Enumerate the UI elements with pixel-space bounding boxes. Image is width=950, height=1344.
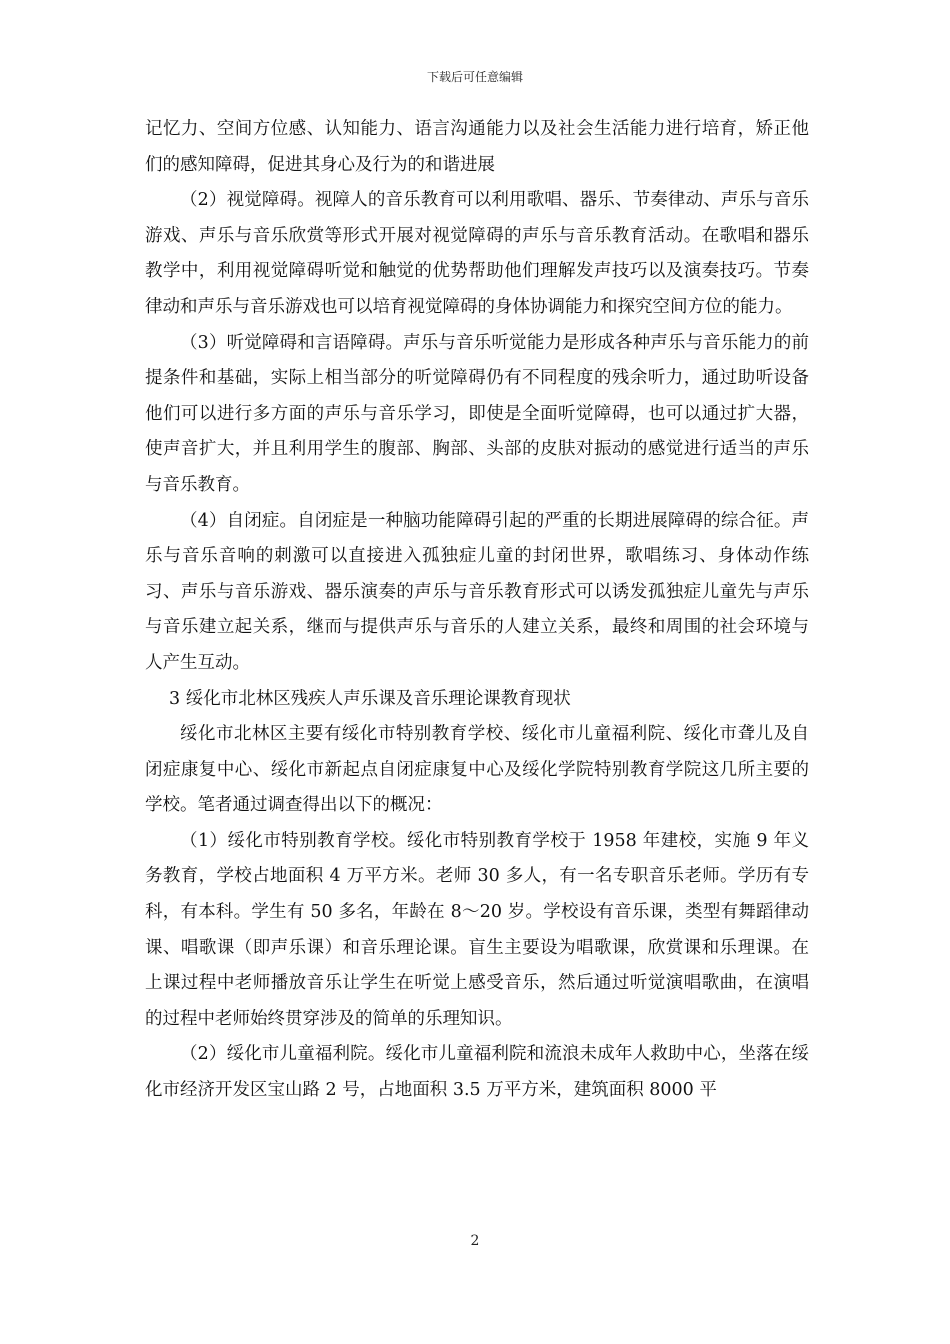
page-header: 下载后可任意编辑 [426, 70, 523, 84]
section-heading: 3 绥化市北林区残疾人声乐课及音乐理论课教育现状 [169, 688, 571, 709]
paragraph-childrens-welfare: （2）绥化市儿童福利院。绥化市儿童福利院和流浪未成年人救助中心，坐落在绥化市经济开发区宝山路 2 号，占地面积 3.5 万平方米，建筑面积 8000 平 [145, 1044, 809, 1101]
page-number: 2 [470, 1233, 480, 1249]
paragraph-schools-overview: 绥化市北林区主要有绥化市特别教育学校、绥化市儿童福利院、绥化市聋儿及自闭症康复中心、绥化市新起点自闭症康复中心及绥化学院特别教育学院这几所主要的学校。笔者通过调查得出以下的概况： [145, 724, 809, 816]
paragraph-continuation: 记忆力、空间方位感、认知能力、语言沟通能力以及社会生活能力进行培育，矫正他们的感知障碍，促进其身心及行为的和谐进展 [145, 119, 809, 175]
paragraph-autism: （4）自闭症。自闭症是一种脑功能障碍引起的严重的长期进展障碍的综合征。声乐与音乐音响的刺激可以直接进入孤独症儿童的封闭世界，歌唱练习、身体动作练习、声乐与音乐游戏、器乐演奏的声乐与音乐教育形式可以诱发孤独症儿童先与声乐与音乐建立起关系，继而与提供声乐与音乐的人建立关系，最终和周围的社会环境与人产生互动。 [145, 510, 809, 673]
paragraph-hearing-impairment: （3）听觉障碍和言语障碍。声乐与音乐听觉能力是形成各种声乐与音乐能力的前提条件和基础，实际上相当部分的听觉障碍仍有不同程度的残余听力，通过助听设备他们可以进行多方面的声乐与音乐学习，即使是全面听觉障碍，也可以通过扩大器，使声音扩大，并且利用学生的腹部、胸部、头部的皮肤对振动的感觉进行适当的声乐与音乐教育。 [145, 332, 809, 495]
paragraph-special-education-school: （1）绥化市特别教育学校。绥化市特别教育学校于 1958 年建校，实施 9 年义务教育，学校占地面积 4 万平方米。老师 30 多人，有一名专职音乐老师。学历有专科，有本科。学生有 50 多名，年龄在 8～20 岁。学校设有音乐课，类型有舞蹈律动课、唱歌课（即声乐课）和音乐理论课。盲生主要设为唱歌课，欣赏课和乐理课。在上课过程中老师播放音乐让学生在听觉上感受音乐，然后通过听觉演唱歌曲，在演唱的过程中老师始终贯穿涉及的简单的乐理知识。 [145, 830, 809, 1029]
paragraph-visual-impairment: （2）视觉障碍。视障人的音乐教育可以利用歌唱、器乐、节奏律动、声乐与音乐游戏、声乐与音乐欣赏等形式开展对视觉障碍的声乐与音乐教育活动。在歌唱和器乐教学中，利用视觉障碍听觉和触觉的优势帮助他们理解发声技巧以及演奏技巧。节奏律动和声乐与音乐游戏也可以培育视觉障碍的身体协调能力和探究空间方位的能力。 [145, 190, 809, 317]
document-body [145, 112, 809, 1109]
